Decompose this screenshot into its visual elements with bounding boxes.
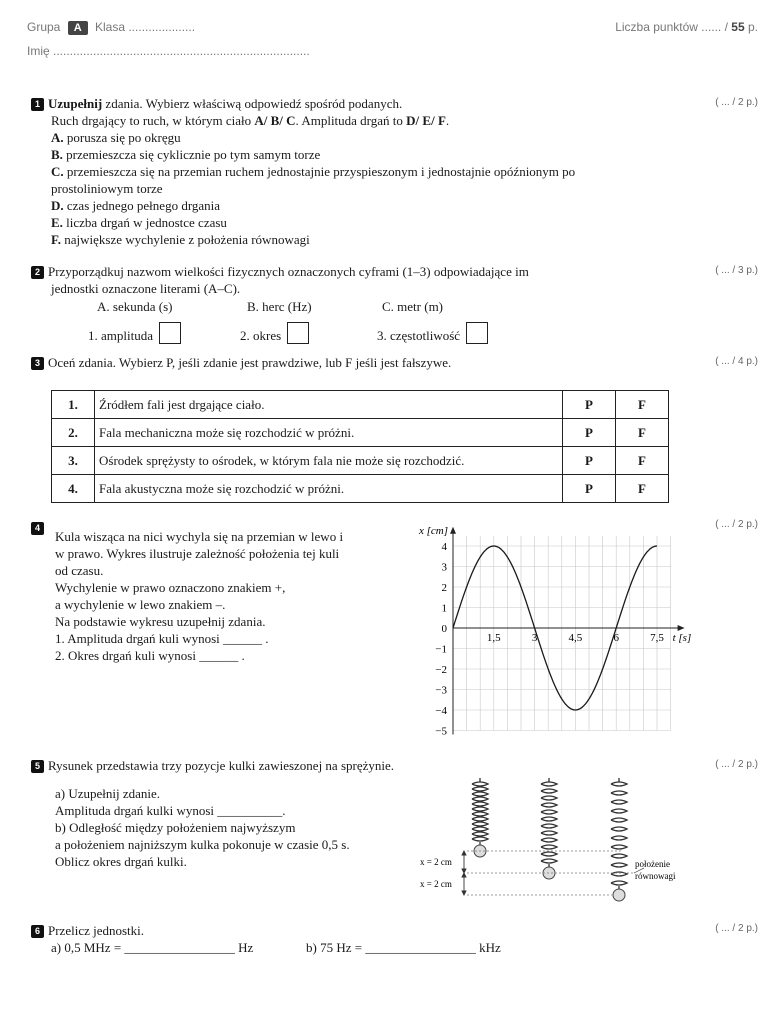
chart-axes	[450, 527, 685, 735]
table-row: 1. Źródłem fali jest drgające ciało. P F	[52, 391, 669, 419]
statement: Źródłem fali jest drgające ciało.	[95, 391, 563, 419]
group-field	[27, 20, 195, 35]
task1-sentence-b: . Amplituda drgań to	[295, 113, 407, 128]
task4-text: Kula wisząca na nici wychyla się na przemian w lewo i w prawo. Wykres ilustruje zależność położenia tej kuli od czasu. Wychylenie w prawo oznaczono znakiem +, a wychylenie w lewo znakiem –. Na podstawie wykresu uzupełnij zdania. 1. Amplituda drgań kuli wynosi ______ . 2. Okres drgań kuli wynosi ______ .	[55, 529, 344, 663]
task1-option: A. porusza się po okręgu	[51, 130, 181, 145]
spring-middle	[541, 778, 557, 867]
task-1	[31, 95, 575, 248]
true-false-table	[51, 390, 669, 503]
task-number: 2	[31, 266, 44, 279]
true-option[interactable]: P	[563, 391, 616, 419]
false-option[interactable]: F	[616, 447, 669, 475]
table-row: 3. Ośrodek sprężysty to ośrodek, w którym fala nie może się rozchodzić. P F	[52, 447, 669, 475]
dimension-label: x = 2 cm	[420, 879, 452, 889]
group-badge: A	[68, 21, 88, 35]
task-number: 4	[31, 522, 44, 535]
points-total: 55	[731, 20, 745, 34]
x-tick-label: 4,5	[568, 632, 583, 644]
dimension-label: x = 2 cm	[420, 857, 452, 867]
unit-option-c: C. metr (m)	[382, 299, 444, 314]
spring-lower	[611, 778, 627, 889]
task1-sentence-end: .	[445, 113, 450, 128]
ball-bottom	[613, 889, 625, 901]
x-axis-arrow	[678, 625, 685, 631]
task1-instruction: zdania. Wybierz właściwą odpowiedź spośród podanych.	[102, 96, 403, 111]
y-axis-arrow	[450, 527, 456, 534]
equilibrium-label: równowagi	[635, 871, 676, 881]
quantity-period: 2. okres	[240, 322, 309, 344]
conversion-a: a) 0,5 MHz = _________________ Hz	[51, 940, 254, 955]
chart-grid	[453, 536, 671, 731]
task-number: 5	[31, 760, 44, 773]
y-tick-label: 3	[441, 561, 447, 574]
task1-option: D. czas jednego pełnego drgania	[51, 198, 221, 213]
statement: Fala mechaniczna może się rozchodzić w próżni.	[95, 419, 563, 447]
task4-points: ( ... / 2 p.)	[715, 519, 758, 530]
task1-choice-1: A/ B/ C	[254, 113, 296, 128]
task1-choice-2: D/ E/ F	[406, 113, 446, 128]
task5-text: a) Uzupełnij zdanie. Amplituda drgań kulki wynosi __________. b) Odległość między położeniem najwyższym a położeniem najniższym kulka pokonuje w czasie 0,5 s. Oblicz okres drgań kulki.	[55, 786, 350, 869]
task1-option: E. liczba drgań w jednostce czasu	[51, 215, 227, 230]
task1-points: ( ... / 2 p.)	[715, 97, 758, 108]
name-field: Imię .............................................................................	[27, 44, 310, 58]
quantity-frequency: 3. częstotliwość	[377, 322, 488, 344]
table-row: 2. Fala mechaniczna może się rozchodzić w próżni. P F	[52, 419, 669, 447]
y-tick-label: 1	[441, 602, 447, 615]
task2-line-1: Przyporządkuj nazwom wielkości fizycznych oznaczonych cyframi (1–3) odpowiadające im	[48, 264, 529, 279]
task-6	[31, 922, 144, 939]
task-2	[31, 263, 529, 297]
spring-upper	[472, 778, 488, 845]
task1-option: B. przemieszcza się cyklicznie po tym samym torze	[51, 147, 321, 162]
unit-option-b: B. herc (Hz)	[247, 299, 312, 314]
task2-points: ( ... / 3 p.)	[715, 265, 758, 276]
task3-points: ( ... / 4 p.)	[715, 356, 758, 367]
y-tick-label: −2	[435, 664, 447, 676]
task1-option: F. największe wychylenie z położenia równowagi	[51, 232, 310, 247]
x-tick-label: 3	[531, 632, 538, 644]
class-field: Klasa ....................	[95, 20, 196, 34]
statement: Fala akustyczna może się rozchodzić w próżni.	[95, 475, 563, 503]
points-unit: p.	[747, 20, 758, 34]
task6-points: ( ... / 2 p.)	[715, 923, 758, 934]
group-label: Grupa	[27, 20, 61, 34]
x-tick-label: 7,5	[650, 632, 664, 644]
y-tick-label: −5	[435, 725, 447, 738]
task5-instruction: Rysunek przedstawia trzy pozycje kulki zawieszonej na sprężynie.	[48, 758, 395, 773]
true-option[interactable]: P	[563, 475, 616, 503]
task-number: 3	[31, 357, 44, 370]
y-tick-label: −1	[435, 643, 447, 656]
task-4	[31, 519, 48, 537]
false-option[interactable]: F	[616, 475, 669, 503]
false-option[interactable]: F	[616, 391, 669, 419]
false-option[interactable]: F	[616, 419, 669, 447]
points-label: Liczba punktów ...... /	[615, 20, 728, 34]
task1-option: C. przemieszcza się na przemian ruchem jednostajnie przyspieszonym i jednostajnie opóźnionym po	[51, 164, 576, 179]
unit-option-a: A. sekunda (s)	[97, 299, 173, 314]
conversion-b: b) 75 Hz = _________________ kHz	[306, 940, 501, 955]
quantity-amplitude: 1. amplituda	[88, 322, 181, 344]
answer-box[interactable]	[159, 322, 181, 344]
true-option[interactable]: P	[563, 447, 616, 475]
position-time-chart	[405, 515, 705, 745]
x-tick-label: 1,5	[486, 632, 501, 644]
equilibrium-label: położenie	[635, 859, 670, 869]
task-number: 1	[31, 98, 44, 111]
task2-line-2: jednostki oznaczone literami (A–C).	[51, 281, 241, 296]
true-option[interactable]: P	[563, 419, 616, 447]
task-3	[31, 354, 451, 371]
x-axis-label: t [s]	[672, 632, 692, 644]
dimension-arrows	[462, 851, 466, 895]
statement: Ośrodek sprężysty to ośrodek, w którym fala nie może się rozchodzić.	[95, 447, 563, 475]
answer-box[interactable]	[287, 322, 309, 344]
task6-instruction: Przelicz jednostki.	[48, 923, 145, 938]
y-tick-label: −3	[435, 684, 447, 697]
task1-option-continued: prostoliniowym torze	[51, 181, 163, 196]
x-tick-label: 6	[613, 632, 619, 644]
spring-diagram	[412, 772, 712, 912]
task5-points: ( ... / 2 p.)	[715, 759, 758, 770]
y-tick-label: 4	[441, 541, 447, 553]
task-number: 6	[31, 925, 44, 938]
task1-sentence-a: Ruch drgający to ruch, w którym ciało	[51, 113, 255, 128]
y-tick-label: −4	[435, 705, 447, 717]
task1-instruction-bold: Uzupełnij	[48, 96, 103, 111]
task3-instruction: Oceń zdania. Wybierz P, jeśli zdanie jest prawdziwe, lub F jeśli jest fałszywe.	[48, 355, 452, 370]
points-total-field	[615, 20, 758, 34]
y-tick-label: 0	[441, 623, 447, 635]
table-row: 4. Fala akustyczna może się rozchodzić w próżni. P F	[52, 475, 669, 503]
answer-box[interactable]	[466, 322, 488, 344]
y-tick-label: 2	[441, 582, 447, 594]
y-axis-label: x [cm]	[419, 524, 449, 537]
task-5	[31, 757, 394, 774]
